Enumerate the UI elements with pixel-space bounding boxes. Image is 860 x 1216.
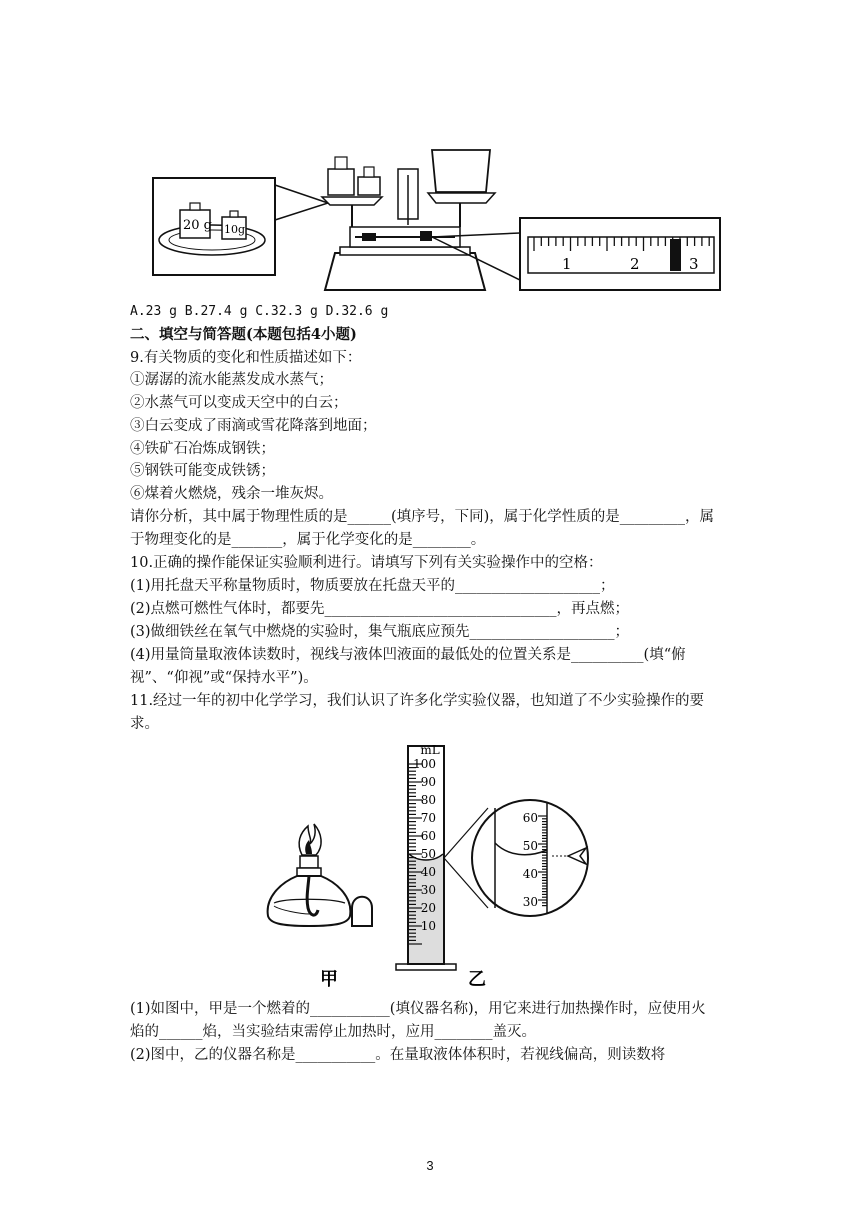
scale-label-2: 2 bbox=[630, 255, 640, 273]
cylinder-tick-10: 10 bbox=[420, 919, 436, 933]
zoom-tick-60: 60 bbox=[522, 811, 538, 825]
rider-scale-box bbox=[520, 218, 720, 290]
cylinder-tick-20: 20 bbox=[420, 901, 436, 915]
cylinder-tick-60: 60 bbox=[420, 829, 436, 843]
q9-item-4: ④铁矿石冶炼成钢铁； bbox=[130, 441, 275, 457]
q10-stem: 10.正确的操作能保证实验顺利进行。请填写下列有关实验操作中的空格： bbox=[130, 555, 603, 571]
weight-10g-label: 10g bbox=[224, 223, 246, 236]
lab-instruments-figure bbox=[260, 738, 600, 990]
cylinder-tick-90: 90 bbox=[420, 775, 436, 789]
cylinder-tick-40: 40 bbox=[420, 865, 436, 879]
cylinder-tick-30: 30 bbox=[420, 883, 436, 897]
answer-options: A.23 g B.27.4 g C.32.3 g D.32.6 g bbox=[130, 304, 389, 319]
q9-item-6: ⑥煤着火燃烧，残余一堆灰烬。 bbox=[130, 486, 333, 502]
q9-item-1: ①潺潺的流水能蒸发成水蒸气； bbox=[130, 372, 333, 388]
q10-item-1: (1)用托盘天平称量物质时，物质要放在托盘天平的____________________； bbox=[130, 578, 615, 594]
q9-stem: 9.有关物质的变化和性质描述如下： bbox=[130, 350, 362, 366]
q10-item-4-cont: 视”、“仰视”或“保持水平”)。 bbox=[130, 670, 318, 686]
scale-label-3: 3 bbox=[689, 255, 699, 273]
balance-figure bbox=[150, 145, 725, 295]
weights-inset-box bbox=[153, 178, 275, 275]
q11-sub2: (2)图中，乙的仪器名称是___________。在量取液体体积时，若视线偏高，则读数将 bbox=[130, 1047, 666, 1063]
label-jia: 甲 bbox=[320, 969, 338, 990]
page-number: 3 bbox=[426, 1158, 434, 1173]
q9-item-2: ②水蒸气可以变成天空中的白云； bbox=[130, 395, 348, 411]
weight-20g-label: 20 g bbox=[183, 218, 212, 233]
q9-ask-2: 于物理变化的是_______，属于化学变化的是________。 bbox=[130, 532, 486, 548]
cylinder-unit: mL bbox=[420, 743, 440, 757]
q9-ask-1: 请你分析，其中属于物理性质的是______(填序号，下同)，属于化学性质的是_________，属 bbox=[130, 509, 715, 525]
cylinder-tick-70: 70 bbox=[420, 811, 436, 825]
zoom-tick-30: 30 bbox=[522, 895, 538, 909]
zoom-tick-50: 50 bbox=[522, 839, 538, 853]
q10-item-4: (4)用量筒量取液体读数时，视线与液体凹液面的最低处的位置关系是__________(填“俯 bbox=[130, 647, 686, 663]
label-yi: 乙 bbox=[468, 969, 486, 990]
alcohol-lamp bbox=[268, 824, 351, 926]
section2-title: 二、填空与简答题(本题包括4小题) bbox=[130, 326, 357, 343]
q11-sub1-b: 焰的______焰，当实验结束需停止加热时，应用________盖灭。 bbox=[130, 1024, 536, 1040]
zoom-tick-40: 40 bbox=[522, 867, 538, 881]
cylinder-tick-100: 100 bbox=[413, 757, 436, 771]
q10-item-2: (2)点燃可燃性气体时，都要先________________________________，再点燃； bbox=[130, 601, 630, 617]
graduated-cylinder bbox=[396, 743, 456, 970]
q11-stem-2: 求。 bbox=[130, 716, 159, 732]
q9-item-5: ⑤钢铁可能变成铁锈； bbox=[130, 463, 275, 479]
q9-item-3: ③白云变成了雨滴或雪花降落到地面； bbox=[130, 418, 377, 434]
rider-marker bbox=[670, 239, 681, 271]
q11-sub1-a: (1)如图中，甲是一个燃着的___________(填仪器名称)，用它来进行加热操作时，应使用火 bbox=[130, 1001, 706, 1017]
cylinder-tick-80: 80 bbox=[420, 793, 436, 807]
cylinder-tick-50: 50 bbox=[420, 847, 436, 861]
scale-label-1: 1 bbox=[562, 255, 572, 273]
q11-stem-1: 11.经过一年的初中化学学习，我们认识了许多化学实验仪器，也知道了不少实验操作的要 bbox=[130, 693, 705, 709]
lamp-cap bbox=[352, 897, 372, 926]
q10-item-3: (3)做细铁丝在氧气中燃烧的实验时，集气瓶底应预先____________________； bbox=[130, 624, 630, 640]
